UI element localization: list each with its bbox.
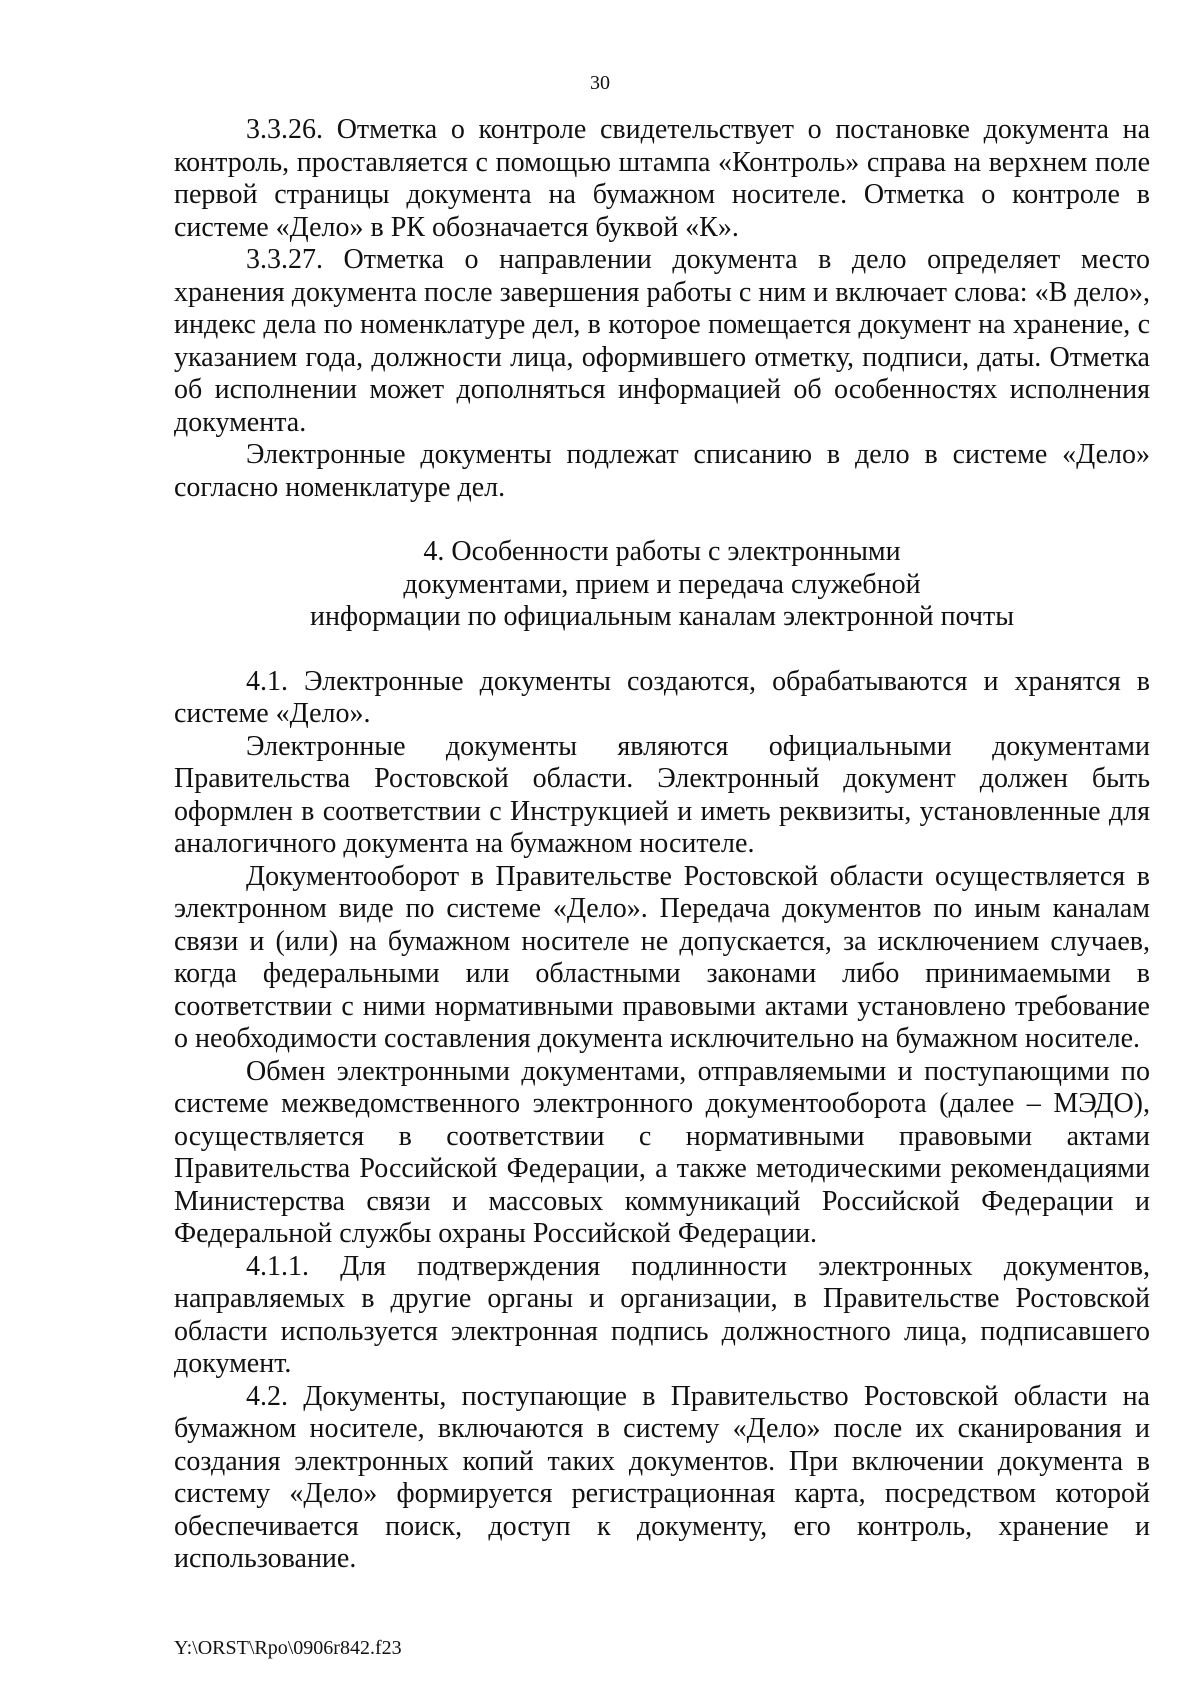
section-heading-line-3: информации по официальным каналам электронной почты [309, 601, 1015, 632]
section-heading-line-2: документами, прием и передача служебной [403, 568, 921, 600]
document-body [174, 114, 1150, 1576]
paragraph-electronic-write-off: Электронные документы подлежат списанию в дело в системе «Дело» согласно номенклатуре дел. [174, 439, 1150, 503]
paragraph-medo-exchange: Обмен электронными документами, отправляемыми и поступающими по системе межведомственного электронного документооборота (далее – МЭДО), осуществляется в соответствии с нормативными правовыми актами Правительства Российской Федерации, а также методическими рекомендациями Министерства связи и массовых коммуникаций Российской Федерации и Федеральной службы охраны Российской Федерации. [174, 1055, 1150, 1249]
paragraph-document-flow: Документооборот в Правительстве Ростовской области осуществляется в электронном виде по системе «Дело». Передача документов по иным каналам связи и (или) на бумажном носителе не допускается, за исключением случаев, когда федеральными или областными законами либо принимаемыми в соответствии с ними нормативными правовыми актами установлено требование о необходимости составления документа исключительно на бумажном носителе. [174, 860, 1150, 1054]
footer-file-path: Y:\ORST\Rpo\0906r842.f23 [174, 1637, 402, 1659]
paragraph-4-1: 4.1. Электронные документы создаются, обрабатываются и хранятся в системе «Дело». [174, 665, 1150, 729]
paragraph-3-3-27: 3.3.27. Отметка о направлении документа в дело определяет место хранения документа после завершения работы с ним и включает слова: «В дело», индекс дела по номенклатуре дел, в которое помещается документ на хранение, с указанием года, должности лица, оформившего отметку, подписи, даты. Отметка об исполнении может дополняться информацией об особенностях исполнения документа. [174, 244, 1150, 438]
page-number: 30 [590, 72, 610, 94]
section-heading-line-1: 4. Особенности работы с электронными [423, 536, 901, 567]
paragraph-4-2: 4.2. Документы, поступающие в Правительство Ростовской области на бумажном носителе, включаются в систему «Дело» после их сканирования и создания электронных копий таких документов. При включении документа в систему «Дело» формируется регистрационная карта, посредством которой обеспечивается поиск, доступ к документу, его контроль, хранение и использование. [174, 1380, 1150, 1574]
section-heading [174, 536, 1150, 634]
paragraph-4-1-1: 4.1.1. Для подтверждения подлинности электронных документов, направляемых в другие органы и организации, в Правительстве Ростовской области используется электронная подпись должностного лица, подписавшего документ. [174, 1250, 1150, 1379]
paragraph-3-3-26: 3.3.26. Отметка о контроле свидетельствует о постановке документа на контроль, проставляется с помощью штампа «Контроль» справа на верхнем поле первой страницы документа на бумажном носителе. Отметка о контроле в системе «Дело» в РК обозначается буквой «К». [174, 114, 1150, 243]
paragraph-official-documents: Электронные документы являются официальными документами Правительства Ростовской области. Электронный документ должен быть оформлен в соответствии с Инструкцией и иметь реквизиты, установленные для аналогичного документа на бумажном носителе. [174, 730, 1150, 859]
